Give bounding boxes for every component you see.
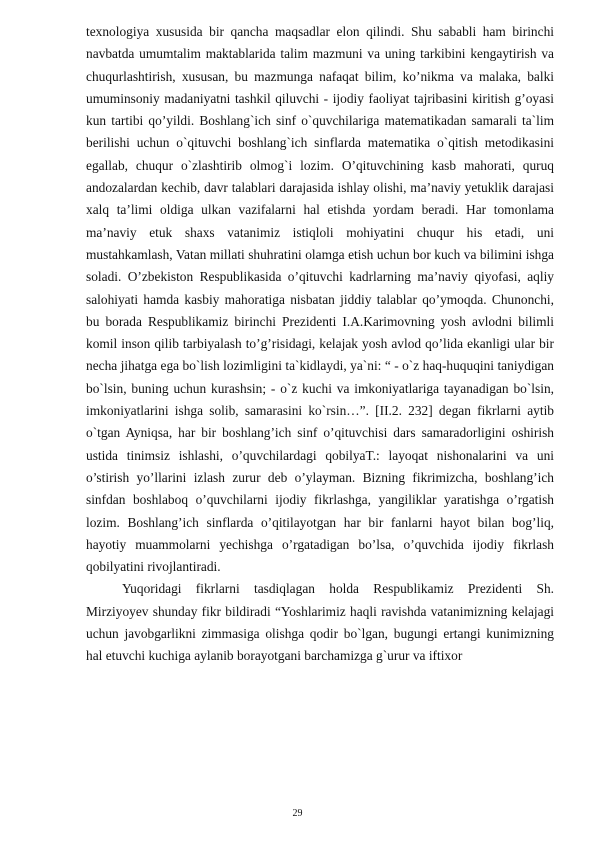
page-number: 29 xyxy=(292,808,303,819)
body-text xyxy=(86,21,554,668)
paragraph-2: Yuqoridagi fikrlarni tasdiqlagan holda Respublikamiz Prezidenti Sh. Mirziyoyev shunday fikr bildiradi “Yoshlarimiz haqli ravishda vatanimizning kelajagi uchun javobgarlikni zimmasiga olishga qodir bo`lgan, bugungi ertangi kunimizning hal etuvchi kuchiga aylanib borayotgani barchamizga g`urur va iftixor xyxy=(86,581,554,664)
paragraph-1: texnologiya xususida bir qancha maqsadlar elon qilindi. Shu sababli ham birinchi navbatda umumtalim maktablarida talim mazmuni va uning tarkibini kengaytirish va chuqurlashtirish, xususan, bu mazmunga nafaqat bilim, ko’nikma va malaka, balki umuminsoniy madaniyatni tashkil qiluvchi - ijodiy faoliyat tajribasini kiritish g’oyasi kun tartibi qo’yildi. Boshlang`ich sinf o`quvchilariga matematikadan samarali ta`lim berilishi uchun o`qituvchi boshlang`ich sinflarda matematika o`qitish metodikasini egallab, chuqur o`zlashtirib olmog`i lozim. O’qituvchining kasb mahorati, quruq andozalardan kechib, davr talablari darajasida ishlay olishi, ma’naviy yetuklik darajasi xalq ta’limi oldiga ulkan vazifalarni hal etishda yordam beradi. Har tomonlama ma’naviy etuk shaxs vatanimiz istiqloli mohiyatini chuqur his etadi, uni mustahkamlash, Vatan millati shuhratini olamga etish uchun bor kuch va bilimini ishga soladi. O’zbekiston Respublikasida o’qituvchi kadrlarning ma’naviy qiyofasi, aqliy salohiyati hamda kasbiy mahoratiga nisbatan jiddiy talablar qo’ymoqda. Chunonchi, bu borada Respublikamiz birinchi Prezidenti I.A.Karimovning yosh avlodni bilimli komil inson qilib tarbiyalash to’g’risidagi, kelajak yosh avlod qo’lida ekanligi ular bir necha jihatga ega bo`lish lozimligini ta`kidlaydi, ya`ni: “ - o`z haq-huquqini taniydigan bo`lsin, buning uchun kurashsin; - o`z kuchi va imkoniyatlariga tayanadigan bo`lsin, imkoniyatlarini ishga solib, samarasini ko`rsin…”. [II.2. 232] degan fikrlarni aytib o`tgan Ayniqsa, har bir boshlang’ich sinf o’qituvchisi dars samaradorligini oshirish ustida tinimsiz ishlashi, o’quvchilardagi qobilyaT.: layoqat nishonalarini va uni o’stirish yo’llarini izlash zurur deb o’ylayman. Bizning fikrimizcha, boshlang’ich sinfdan boshlaboq o’quvchilarni ijodiy fikrlashga, yangiliklar yaratishga o’rgatish lozim. Boshlang’ich sinflarda o’qitilayotgan har bir fanlarni hayot bilan bog’liq, hayotiy muammolarni yechishga o’rgatadigan bo’lsa, o’quvchida ijodiy fikrlash qobilyatini rivojlantiradi. xyxy=(86,24,554,575)
